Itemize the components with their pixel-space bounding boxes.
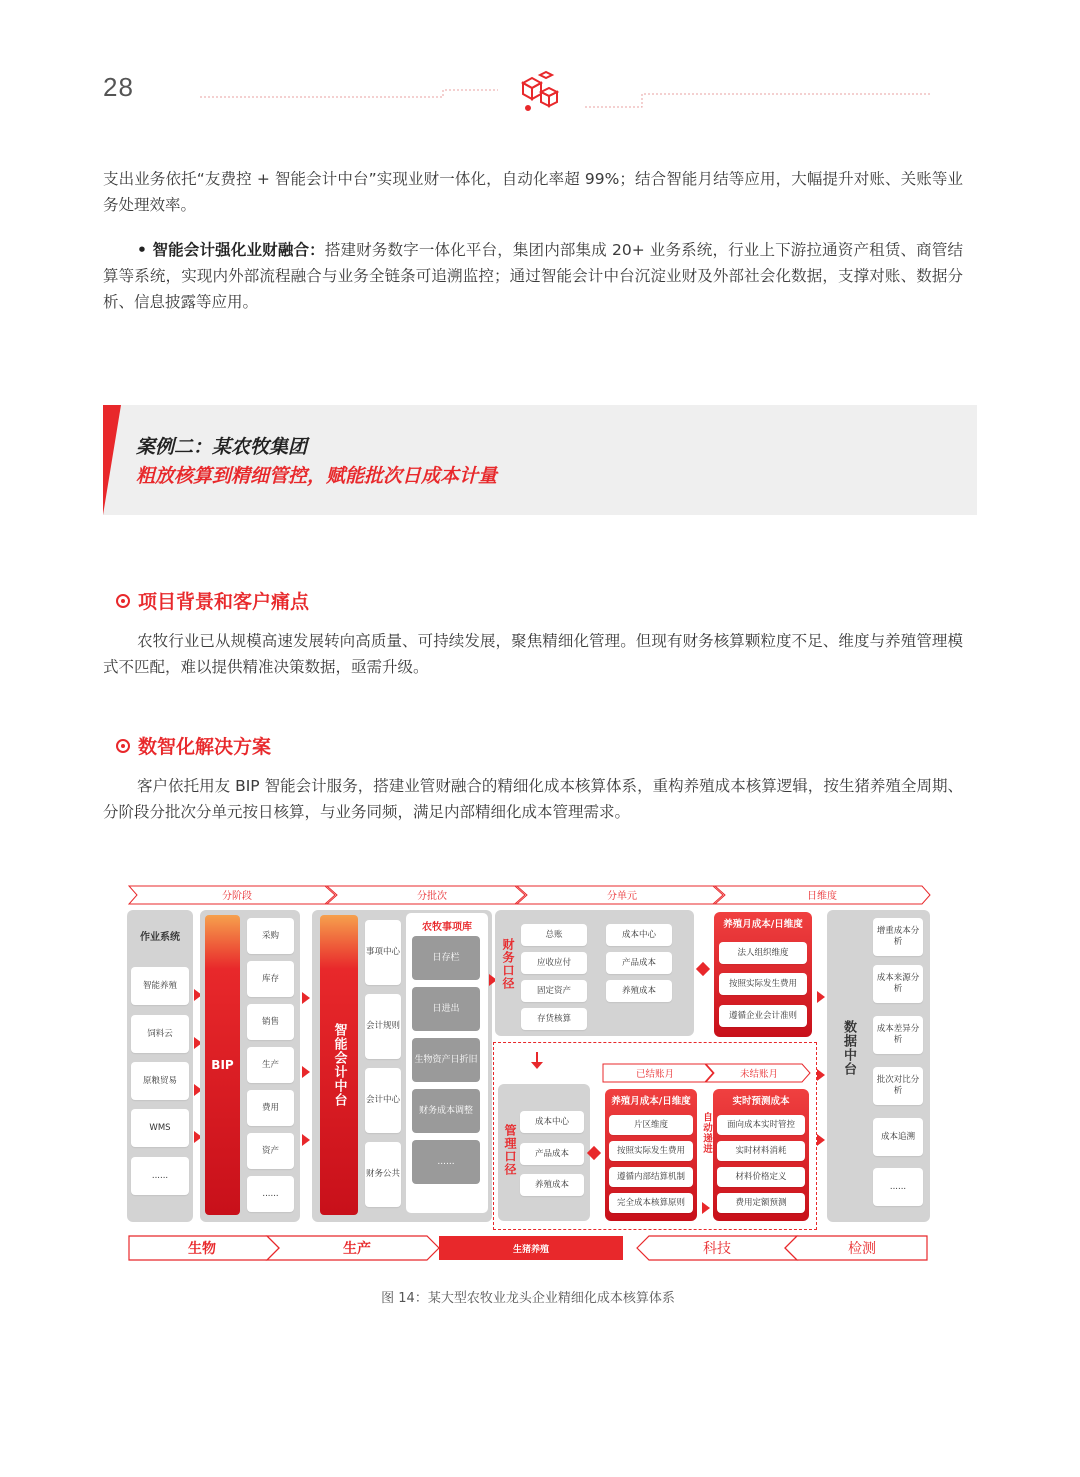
arrow-right xyxy=(817,1069,825,1081)
data-item: ...... xyxy=(873,1168,923,1206)
rules-item: 生物资产日折旧 xyxy=(412,1038,480,1082)
bip-bar: BIP xyxy=(205,915,240,1215)
chevron-stage: 分阶段 xyxy=(222,891,252,902)
open-month-label: 未结账月 xyxy=(739,1069,778,1080)
fin-item: 总账 xyxy=(521,924,587,946)
fin-item: 养殖成本 xyxy=(606,980,672,1002)
data-item: 成本差异分析 xyxy=(873,1016,923,1054)
forecast-title: 实时预测成本 xyxy=(732,1096,790,1107)
case-banner xyxy=(103,405,977,515)
arrow-right xyxy=(302,1066,310,1078)
monthly-item: 按照实际发生费用 xyxy=(719,973,807,995)
bip-panel xyxy=(200,910,300,1222)
monthly-item: 法人组织维度 xyxy=(719,942,807,964)
case-title: 案例二：某农牧集团 xyxy=(136,436,308,458)
bip-item: 销售 xyxy=(247,1004,294,1040)
fin-item: 应收应付 xyxy=(521,952,587,974)
data-center-label: 数据中台 xyxy=(841,1020,856,1076)
arrow-right xyxy=(702,1202,710,1214)
paragraph-background xyxy=(103,628,963,680)
top-chevron-row xyxy=(127,884,932,906)
data-center-panel xyxy=(827,910,930,1222)
chevron-unit: 分单元 xyxy=(607,891,637,902)
fin-item: 产品成本 xyxy=(606,952,672,974)
section-background-heading xyxy=(116,587,309,614)
bip-item: ...... xyxy=(247,1176,294,1212)
mgmt-item: 养殖成本 xyxy=(520,1174,584,1196)
page-number: 28 xyxy=(103,72,134,102)
center-item: 财务公共 xyxy=(365,1142,401,1207)
forecast-item: 面向成本实时管控 xyxy=(717,1115,805,1135)
rules-item: 财务成本调整 xyxy=(412,1089,480,1133)
case-subtitle: 粗放核算到精细管控，赋能批次日成本计量 xyxy=(136,465,498,487)
ops-panel xyxy=(127,910,193,1222)
header-decoration xyxy=(200,70,930,115)
paragraph-expense: 支出业务依托“友费控 + 智能会计中台”实现业财一体化，自动化率超 99%；结合智能月结等应用，大幅提升对账、关账等业务处理效率。 xyxy=(103,170,963,214)
monthly-cost-panel xyxy=(714,912,812,1037)
rules-library xyxy=(406,913,488,1213)
ops-item: 饲料云 xyxy=(131,1015,189,1053)
accounting-center-panel xyxy=(312,910,492,1222)
arrow-right xyxy=(302,992,310,1004)
bip-item: 采购 xyxy=(247,918,294,954)
bullet-text: 搭建财务数字一体化平台，集团内部集成 20+ 业务系统，行业上下游拉通资产租赁、商管结算等系统，实现内外部流程融合与业务全链条可追溯监控；通过智能会计中台沉淀业财及外部社会化数据，支撑对账、数据分析、信息披露等应用。 xyxy=(103,241,963,311)
mgmt-item: 成本中心 xyxy=(520,1111,584,1133)
rules-item: 日存栏 xyxy=(412,936,480,980)
center-item: 会计中心 xyxy=(365,1068,401,1133)
forecast-item: 材料价格定义 xyxy=(717,1167,805,1187)
monthly-item: 遵循企业会计准则 xyxy=(719,1005,807,1027)
section-background-title: 项目背景和客户痛点 xyxy=(138,591,310,613)
forecast-item: 费用定额预测 xyxy=(717,1193,805,1213)
management-caliber-label: 管理口径 xyxy=(503,1124,517,1176)
figure-caption: 图 14：某大型农牧业龙头企业精细化成本核算体系 xyxy=(381,1291,675,1306)
mgmt-monthly-title: 养殖月成本/日维度 xyxy=(611,1096,691,1107)
forecast-item: 实时材料消耗 xyxy=(717,1141,805,1161)
mgmt-item: 产品成本 xyxy=(520,1143,584,1165)
accounting-center-bar: 智能会计中台 xyxy=(320,915,358,1215)
auto-progress-label: 自动递进 xyxy=(701,1112,712,1154)
bip-item: 资产 xyxy=(247,1133,294,1169)
closed-month-label: 已结账月 xyxy=(635,1069,674,1080)
ops-item: 原粮贸易 xyxy=(131,1062,189,1100)
target-icon xyxy=(116,594,130,608)
cost-accounting-diagram xyxy=(127,884,932,1264)
bip-item: 库存 xyxy=(247,961,294,997)
bip-item: 费用 xyxy=(247,1090,294,1126)
monthly-cost-title: 养殖月成本/日维度 xyxy=(723,919,803,930)
banner-stripe xyxy=(103,405,121,515)
data-item: 增重成本分析 xyxy=(873,918,923,956)
bottom-pig-farming: 生猪养殖 xyxy=(512,1244,549,1255)
solution-text: 客户依托用友 BIP 智能会计服务，搭建业管财融合的精细化成本核算体系，重构养殖成本核算逻辑，按生猪养殖全周期、分阶段分批次分单元按日核算，与业务同频，满足内部精细化成本管理需求。 xyxy=(103,777,963,821)
diamond-marker xyxy=(696,962,710,976)
ops-title: 作业系统 xyxy=(140,932,180,943)
financial-caliber-label: 财务口径 xyxy=(501,938,515,990)
arrow-right xyxy=(302,1134,310,1146)
ops-item: WMS xyxy=(131,1109,189,1147)
target-icon xyxy=(116,739,130,753)
fin-item: 固定资产 xyxy=(521,980,587,1002)
cubes-icon xyxy=(523,72,557,110)
rules-item: 日进出 xyxy=(412,987,480,1031)
bottom-production: 生产 xyxy=(343,1241,371,1257)
chevron-daily: 日维度 xyxy=(807,891,837,902)
mgmt-monthly-panel xyxy=(605,1089,697,1221)
bottom-testing: 检测 xyxy=(848,1241,876,1257)
paragraph-solution xyxy=(103,773,963,825)
bottom-biology: 生物 xyxy=(188,1241,216,1257)
bullet-lead: • 智能会计强化业财融合： xyxy=(137,241,325,259)
fin-item: 成本中心 xyxy=(606,924,672,946)
section-solution-title: 数智化解决方案 xyxy=(138,736,272,758)
data-item: 批次对比分析 xyxy=(873,1067,923,1105)
rules-item: ...... xyxy=(412,1140,480,1184)
bottom-technology: 科技 xyxy=(703,1241,731,1257)
ops-item: 智能养殖 xyxy=(131,967,189,1005)
center-item: 会计规则 xyxy=(365,994,401,1059)
rules-title: 农牧事项库 xyxy=(422,922,472,933)
mgmt-monthly-item: 按照实际发生费用 xyxy=(609,1141,693,1161)
chevron-batch: 分批次 xyxy=(417,891,447,902)
mgmt-monthly-item: 片区维度 xyxy=(609,1115,693,1135)
data-item: 成本追溯 xyxy=(873,1118,923,1156)
fin-item: 存货核算 xyxy=(521,1008,587,1030)
mgmt-monthly-item: 遵循内部结算机制 xyxy=(609,1167,693,1187)
management-caliber-panel xyxy=(498,1084,590,1221)
center-item: 事项中心 xyxy=(365,920,401,985)
forecast-panel xyxy=(713,1089,809,1221)
section-solution-heading xyxy=(116,732,271,759)
background-text: 农牧行业已从规模高速发展转向高质量、可持续发展，聚焦精细化管理。但现有财务核算颗粒度不足、维度与养殖管理模式不匹配，难以提供精准决策数据，亟需升级。 xyxy=(103,632,963,676)
arrow-right xyxy=(817,1134,825,1146)
data-item: 成本来源分析 xyxy=(873,965,923,1003)
bip-item: 生产 xyxy=(247,1047,294,1083)
financial-caliber-panel xyxy=(495,910,694,1036)
ops-item: ...... xyxy=(131,1157,189,1195)
arrow-right xyxy=(817,991,825,1003)
paragraph-bullet-integration xyxy=(103,237,963,315)
mgmt-monthly-item: 完全成本核算原则 xyxy=(609,1193,693,1213)
